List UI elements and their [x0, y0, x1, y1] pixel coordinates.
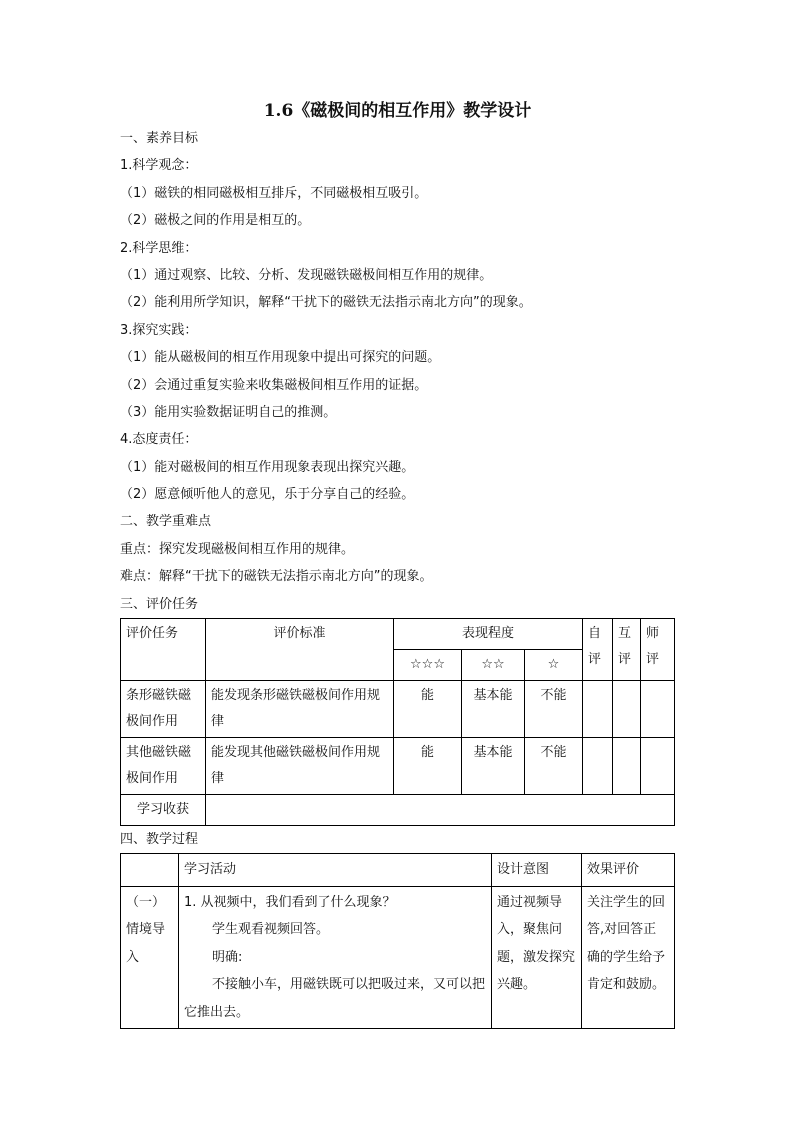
star-1: ☆ [525, 650, 583, 681]
key-point: 重点：探究发现磁极间相互作用的规律。 [120, 541, 355, 557]
cell-level-1: 不能 [525, 738, 583, 795]
cell-standard: 能发现其他磁铁磁极间作用规律 [206, 738, 394, 795]
header-peer-eval: 互 评 [613, 619, 641, 681]
cell-self [583, 681, 613, 738]
goal-item: （2）愿意倾听他人的意见，乐于分享自己的经验。 [120, 487, 415, 503]
cell-level-3: 能 [394, 738, 462, 795]
goal-heading: 1.科学观念： [120, 158, 198, 174]
header-stage [121, 854, 179, 887]
section-heading-key-points: 二、教学重难点 [120, 514, 212, 530]
table-row [121, 738, 675, 795]
goal-item: （3）能用实验数据证明自己的推测。 [120, 404, 337, 420]
cell-effect: 关注学生的回答,对回答正确的学生给予肯定和鼓励。 [582, 886, 675, 1029]
goal-item: （2）会通过重复实验来收集磁极间相互作用的证据。 [120, 377, 428, 393]
cell-intent: 通过视频导入，聚焦问题，激发探究兴趣。 [492, 886, 582, 1029]
difficult-point: 难点：解释“干扰下的磁铁无法指示南北方向”的现象。 [120, 569, 433, 585]
cell-level-2: 基本能 [462, 738, 525, 795]
cell-task: 条形磁铁磁极间作用 [121, 681, 206, 738]
activity-line: 明确: [212, 949, 243, 965]
goal-heading: 4.态度责任： [120, 432, 198, 448]
star-3: ☆☆☆ [394, 650, 462, 681]
section-heading-goals: 一、素养目标 [120, 131, 199, 146]
table-row [121, 886, 675, 1029]
cell-level-3: 能 [394, 681, 462, 738]
header-task: 评价任务 [121, 619, 206, 681]
activity-line: 不接触小车，用磁铁既可以把吸过来，又可以把它推出去。 [184, 977, 486, 1020]
section-heading-evaluation: 三、评价任务 [120, 596, 199, 612]
page-title: 1.6《磁极间的相互作用》教学设计 [263, 101, 532, 121]
section-heading-process: 四、教学过程 [120, 832, 199, 848]
cell-level-1: 不能 [525, 681, 583, 738]
cell-activity [179, 886, 492, 1029]
goal-item: （1）能从磁极间的相互作用现象中提出可探究的问题。 [120, 350, 441, 366]
goal-item: （1）通过观察、比较、分析、发现磁铁磁极间相互作用的规律。 [120, 267, 493, 283]
cell-teacher [641, 738, 675, 795]
cell-peer [613, 681, 641, 738]
goal-item: （2）能利用所学知识，解释“干扰下的磁铁无法指示南北方向”的现象。 [120, 295, 532, 311]
cell-harvest-label: 学习收获 [121, 795, 206, 826]
header-standard: 评价标准 [206, 619, 394, 681]
cell-standard: 能发现条形磁铁磁极间作用规律 [206, 681, 394, 738]
activity-line: 1. 从视频中，我们看到了什么现象？ [184, 894, 396, 910]
cell-stage: （一）情境导入 [121, 886, 179, 1029]
header-intent: 设计意图 [492, 854, 582, 887]
header-self-eval: 自 评 [583, 619, 613, 681]
cell-peer [613, 738, 641, 795]
cell-level-2: 基本能 [462, 681, 525, 738]
process-table [120, 853, 675, 1029]
header-level: 表现程度 [394, 619, 583, 650]
goal-item: （1）能对磁极间的相互作用现象表现出探究兴趣。 [120, 459, 415, 475]
goal-item: （1）磁铁的相同磁极相互排斥，不同磁极相互吸引。 [120, 185, 428, 201]
goal-heading: 3.探究实践： [120, 322, 198, 338]
header-activity: 学习活动 [179, 854, 492, 887]
star-2: ☆☆ [462, 650, 525, 681]
cell-self [583, 738, 613, 795]
goal-item: （2）磁极之间的作用是相互的。 [120, 213, 311, 229]
evaluation-table [120, 618, 675, 826]
cell-teacher [641, 681, 675, 738]
document-page [120, 96, 675, 1029]
table-row [121, 681, 675, 738]
cell-task: 其他磁铁磁极间作用 [121, 738, 206, 795]
goal-heading: 2.科学思维： [120, 240, 198, 256]
cell-harvest [206, 795, 675, 826]
header-teacher-eval: 师 评 [641, 619, 675, 681]
activity-line: 学生观看视频回答。 [212, 922, 330, 938]
header-effect: 效果评价 [582, 854, 675, 887]
